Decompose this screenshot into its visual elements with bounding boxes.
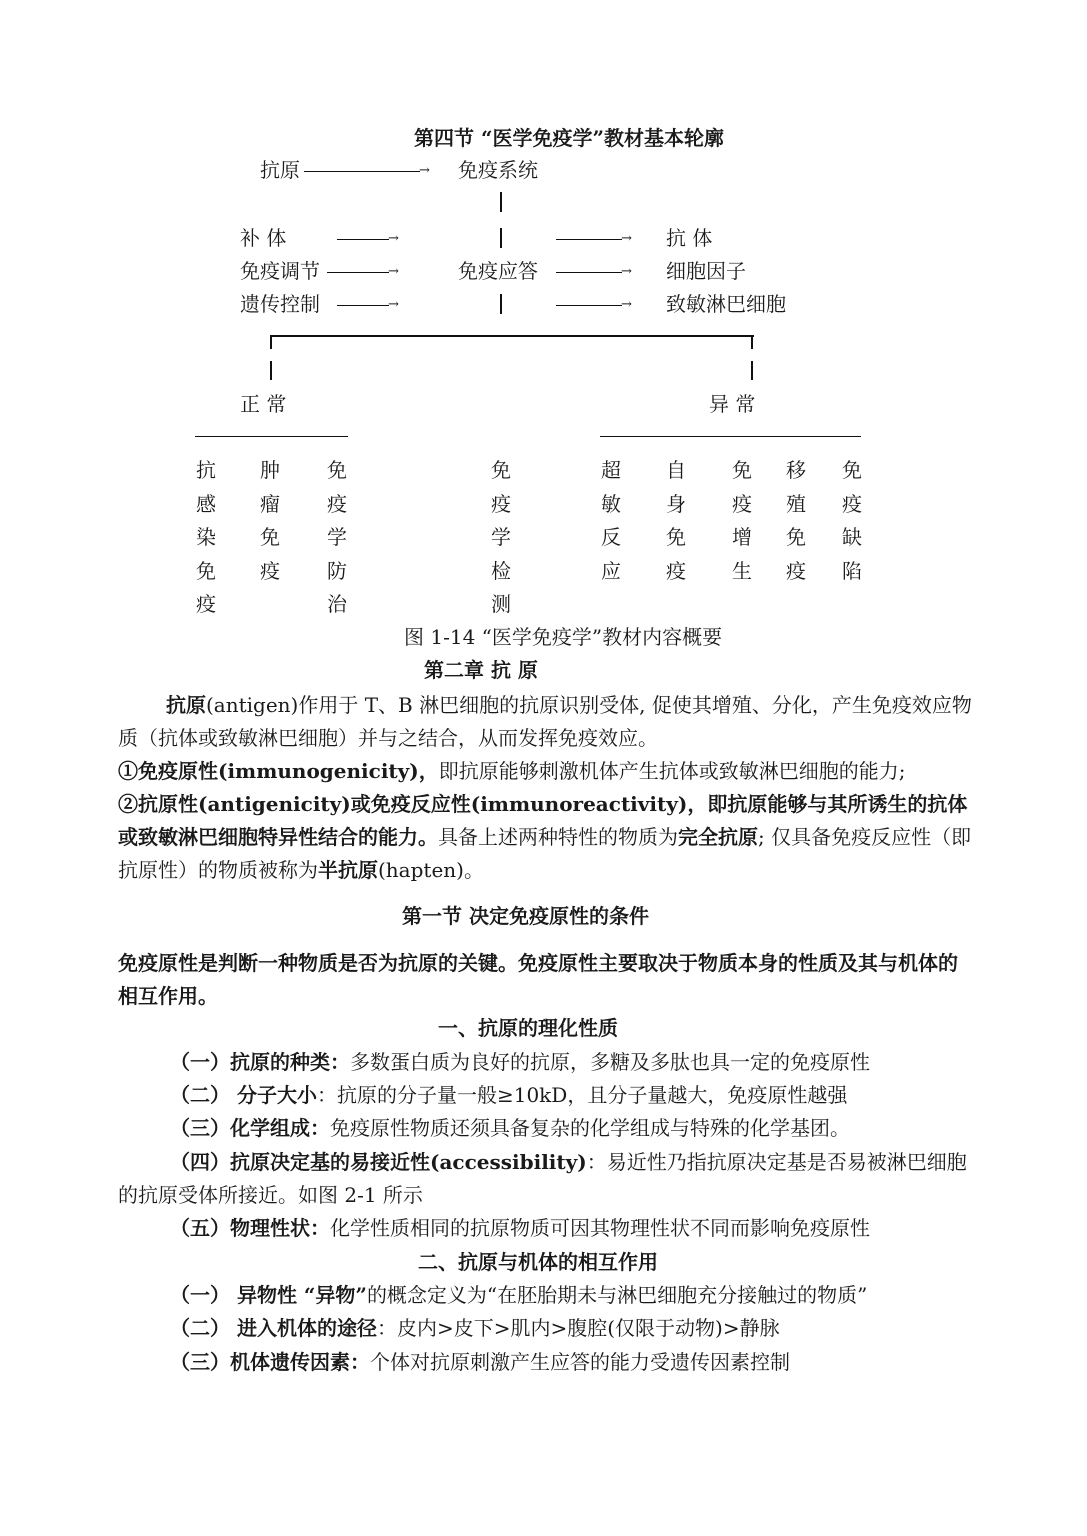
item2-text1: 具备上述两种特性的物质为 xyxy=(438,825,678,849)
item-label: （三）机体遗传因素： xyxy=(170,1350,370,1374)
figure-caption: 图 1-14 “医学免疫学”教材内容概要 xyxy=(404,625,723,649)
connector-line xyxy=(500,192,502,212)
arrow-head-icon: → xyxy=(621,297,632,312)
sub2-item xyxy=(118,1279,973,1312)
item1-bold: ①免疫原性(immunogenicity)， xyxy=(118,759,439,783)
item-label: （四）抗原决定基的易接近性(accessibility) xyxy=(170,1150,587,1174)
item-text: ：抗原的分子量一般≥10kD，且分子量越大，免疫原性越强 xyxy=(316,1083,848,1107)
arrow-line xyxy=(337,305,389,306)
vertical-term: 免 疫 学 防 治 xyxy=(327,458,347,616)
item1-text: 即抗原能够刺激机体产生抗体或致敏淋巴细胞的能力; xyxy=(438,759,906,783)
node-immune-system: 免疫系统 xyxy=(458,158,538,182)
abnormal-underline xyxy=(600,436,861,437)
vertical-term: 超 敏 反 应 xyxy=(601,458,621,583)
item-label: （三）化学组成： xyxy=(170,1116,330,1140)
section1-title: 第一节 决定免疫原性的条件 xyxy=(402,904,649,928)
node-cytokine: 细胞因子 xyxy=(666,259,746,283)
section-title: 第四节 “医学免疫学”教材基本轮廓 xyxy=(414,126,724,150)
item2-text3: (hapten)。 xyxy=(378,858,484,882)
arrow-line xyxy=(337,239,389,240)
vertical-term: 移 殖 免 疫 xyxy=(786,458,806,583)
arrow-line xyxy=(556,305,622,306)
sub1-item xyxy=(118,1212,973,1245)
bracket-top-line xyxy=(270,335,754,337)
item-label: （一）抗原的种类： xyxy=(170,1050,350,1074)
sub2-item xyxy=(118,1312,973,1345)
sub1-item xyxy=(118,1046,973,1079)
sub2-title: 二、抗原与机体的相互作用 xyxy=(418,1250,658,1274)
item-text: 个体对抗原刺激产生应答的能力受遗传因素控制 xyxy=(370,1350,790,1374)
vertical-term: 免 疫 学 检 测 xyxy=(491,458,511,616)
item-label: （一） 异物性 “异物” xyxy=(170,1283,367,1307)
node-antigen: 抗原 xyxy=(260,158,300,182)
item-immunogenicity xyxy=(118,755,973,788)
label-abnormal: 异 常 xyxy=(709,392,756,416)
bracket-right-tick xyxy=(751,335,753,349)
item-text: ：易近性乃指抗原决定基是否易被淋巴细胞的抗原受体所接近。如图 2-1 所示 xyxy=(118,1150,967,1207)
item-antigenicity xyxy=(118,788,973,887)
item2-bold: ②抗原性(antigenicity)或免疫反应性(immunoreactivity)，即抗原能够与其所诱生的抗体或致敏淋巴细胞特异性结合的能力。 xyxy=(118,792,968,849)
node-immune-response: 免疫应答 xyxy=(458,259,538,283)
node-sensitized: 致敏淋巴细胞 xyxy=(666,292,786,316)
item-text: ：皮内>皮下>肌内>腹腔(仅限于动物)>静脉 xyxy=(376,1316,780,1340)
chapter-title: 第二章 抗 原 xyxy=(424,658,538,682)
normal-underline xyxy=(195,436,348,437)
item-text: 免疫原性物质还须具备复杂的化学组成与特殊的化学基团。 xyxy=(330,1116,850,1140)
vertical-term: 免 疫 缺 陷 xyxy=(842,458,862,583)
arrow-head-icon: → xyxy=(621,264,632,279)
vertical-term: 抗 感 染 免 疫 xyxy=(196,458,216,616)
item-text: 多数蛋白质为良好的抗原，多糖及多肽也具一定的免疫原性 xyxy=(350,1050,870,1074)
node-complement: 补 体 xyxy=(240,226,287,250)
arrow-line xyxy=(304,171,420,172)
term-hapten: 半抗原 xyxy=(318,858,378,882)
intro-text: (antigen)作用于 T、B 淋巴细胞的抗原识别受体, 促使其增殖、分化，产生免疫效应物质（抗体或致敏淋巴细胞）并与之结合，从而发挥免疫效应。 xyxy=(118,693,972,750)
item-label: （五）物理性状： xyxy=(170,1216,330,1240)
sub1-item xyxy=(118,1079,973,1112)
term-antigen: 抗原 xyxy=(166,693,206,717)
connector-line xyxy=(500,228,502,248)
item-label: （二） 进入机体的途径 xyxy=(170,1316,377,1340)
arrow-head-icon: → xyxy=(388,231,399,246)
node-regulation: 免疫调节 xyxy=(240,259,320,283)
bracket-right-stem xyxy=(751,361,753,380)
arrow-line xyxy=(327,272,389,273)
arrow-head-icon: → xyxy=(388,264,399,279)
item-label: （二） 分子大小 xyxy=(170,1083,317,1107)
sub2-item xyxy=(118,1346,973,1379)
arrow-line xyxy=(556,272,622,273)
vertical-term: 肿 瘤 免 疫 xyxy=(260,458,280,583)
arrow-head-icon: → xyxy=(621,231,632,246)
item-text: 化学性质相同的抗原物质可因其物理性状不同而影响免疫原性 xyxy=(330,1216,870,1240)
arrow-head-icon: → xyxy=(388,297,399,312)
term-complete-antigen: 完全抗原 xyxy=(678,825,758,849)
item2-text2: ; 仅具备免疫反应性（即抗原性）的物质被称为 xyxy=(118,825,972,882)
node-genetic: 遗传控制 xyxy=(240,292,320,316)
sub1-item xyxy=(118,1112,973,1145)
vertical-term: 免 疫 增 生 xyxy=(732,458,752,583)
bracket-left-stem xyxy=(270,361,272,380)
bracket-left-tick xyxy=(270,335,272,349)
label-normal: 正 常 xyxy=(240,392,287,416)
section1-intro: 免疫原性是判断一种物质是否为抗原的关键。免疫原性主要取决于物质本身的性质及其与机体的相互作用。 xyxy=(118,951,958,1008)
node-antibody: 抗 体 xyxy=(666,226,713,250)
arrow-head-icon: → xyxy=(419,163,430,178)
sub1-item xyxy=(118,1146,973,1212)
intro-paragraph xyxy=(118,689,973,755)
arrow-line xyxy=(556,239,622,240)
item-text: 的概念定义为“在胚胎期未与淋巴细胞充分接触过的物质” xyxy=(366,1283,868,1307)
connector-line xyxy=(500,294,502,314)
sub1-title: 一、抗原的理化性质 xyxy=(438,1016,618,1040)
vertical-term: 自 身 免 疫 xyxy=(666,458,686,583)
